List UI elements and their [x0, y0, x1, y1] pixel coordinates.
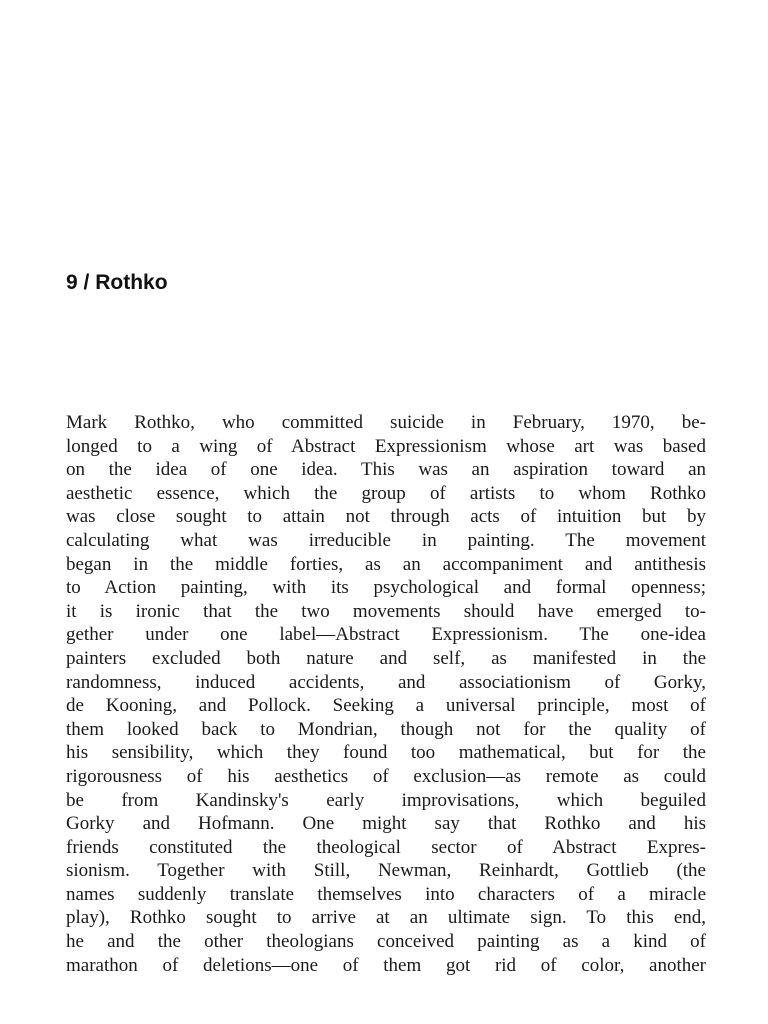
text-line: de Kooning, and Pollock. Seeking a universal principle, most of	[66, 695, 706, 717]
text-line: them looked back to Mondrian, though not for the quality of	[66, 718, 706, 740]
text-line: friends constituted the theological sector of Abstract Expres-	[66, 836, 706, 858]
text-line: painters excluded both nature and self, as manifested in the	[66, 647, 706, 669]
text-line: it is ironic that the two movements should have emerged to-	[66, 600, 706, 622]
text-line: be from Kandinsky's early improvisations, which beguiled	[66, 789, 706, 811]
text-line: gether under one label—Abstract Expressionism. The one-idea	[66, 624, 706, 646]
text-line: his sensibility, which they found too mathematical, but for the	[66, 742, 706, 764]
text-line: Gorky and Hofmann. One might say that Rothko and his	[66, 813, 706, 835]
text-line: aesthetic essence, which the group of artists to whom Rothko	[66, 482, 706, 504]
text-line: sionism. Together with Still, Newman, Reinhardt, Gottlieb (the	[66, 860, 706, 882]
text-line: Mark Rothko, who committed suicide in February, 1970, be-	[66, 412, 706, 433]
text-line: to Action painting, with its psychological and formal openness;	[66, 577, 706, 599]
text-line: names suddenly translate themselves into characters of a miracle	[66, 883, 706, 905]
text-line: longed to a wing of Abstract Expressionism whose art was based	[66, 435, 706, 457]
chapter-heading	[66, 270, 168, 296]
text-line: calculating what was irreducible in painting. The movement	[66, 529, 706, 551]
text-line: on the idea of one idea. This was an aspiration toward an	[66, 459, 706, 481]
text-line: he and the other theologians conceived painting as a kind of	[66, 931, 706, 953]
text-line: was close sought to attain not through acts of intuition but by	[66, 506, 706, 528]
chapter-separator: /	[83, 271, 90, 294]
text-line: marathon of deletions—one of them got rid of color, another	[66, 954, 706, 976]
text-line: rigorousness of his aesthetics of exclusion—as remote as could	[66, 765, 706, 787]
text-line: play), Rothko sought to arrive at an ultimate sign. To this end,	[66, 907, 706, 929]
text-line: randomness, induced accidents, and associationism of Gorky,	[66, 671, 706, 693]
chapter-number: 9	[66, 271, 78, 294]
chapter-title: Rothko	[95, 271, 168, 294]
body-paragraph	[66, 411, 706, 977]
text-line: began in the middle forties, as an accompaniment and antithesis	[66, 553, 706, 575]
